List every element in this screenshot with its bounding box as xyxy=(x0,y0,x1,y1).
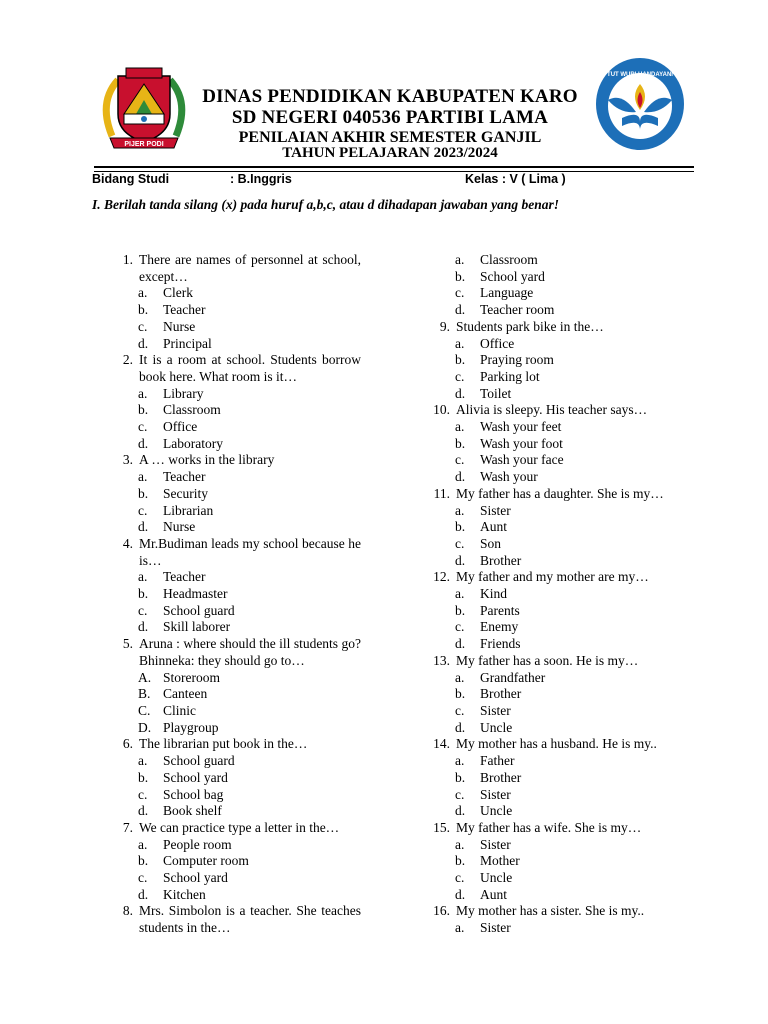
question-text: My father has a wife. She is my… xyxy=(456,819,642,835)
class-label: Kelas : V ( Lima ) xyxy=(465,172,566,186)
answer-option[interactable]: d. Laboratory xyxy=(138,435,223,451)
emblem-ribbon-text: PIJER PODI xyxy=(124,141,164,148)
answer-option[interactable]: a. Kind xyxy=(455,586,507,602)
question-11 xyxy=(428,486,758,570)
subject-value: : B.Inggris xyxy=(230,172,292,186)
question-number: 9. xyxy=(439,318,450,334)
answer-option[interactable]: b. Parents xyxy=(455,602,520,618)
answer-option[interactable]: a. Father xyxy=(455,753,515,769)
question-number: 4. xyxy=(122,535,133,551)
answer-option[interactable]: d. Book shelf xyxy=(138,803,222,819)
answer-option[interactable]: d. Friends xyxy=(455,636,521,652)
question-number: 6. xyxy=(122,736,133,752)
answer-option[interactable]: d. Nurse xyxy=(138,519,196,535)
answer-option[interactable]: a. Teacher xyxy=(138,569,206,585)
answer-option[interactable]: a. School guard xyxy=(138,753,235,769)
school-name: SD NEGERI 040536 PARTIBI LAMA xyxy=(231,107,549,128)
answer-option[interactable]: c. Sister xyxy=(455,786,511,802)
question-text: My mother has a husband. He is my.. xyxy=(456,736,657,752)
question-number: 1. xyxy=(122,252,133,267)
answer-option[interactable]: d. Brother xyxy=(455,552,522,568)
answer-option[interactable]: c. Enemy xyxy=(455,619,519,635)
question-9 xyxy=(428,319,758,403)
question-text: My mother has a sister. She is my.. xyxy=(456,903,645,919)
answer-option[interactable]: a. Library xyxy=(138,385,204,401)
question-6 xyxy=(111,736,441,820)
answer-option[interactable]: b. Praying room xyxy=(455,352,554,368)
answer-option[interactable]: a. Clerk xyxy=(138,285,193,301)
answer-option[interactable]: b. Computer room xyxy=(138,853,249,869)
answer-option[interactable]: A. Storeroom xyxy=(138,669,220,685)
question-text: My father has a daughter. She is my… xyxy=(456,485,664,501)
answer-option[interactable]: b. Teacher xyxy=(138,302,206,318)
answer-option[interactable]: a. Classroom xyxy=(455,252,538,267)
question-number: 3. xyxy=(122,452,133,468)
question-12 xyxy=(428,569,758,653)
exam-title: PENILAIAN AKHIR SEMESTER GANJIL xyxy=(238,129,542,146)
academic-year: TAHUN PELAJARAN 2023/2024 xyxy=(282,145,498,161)
answer-option[interactable]: c. Librarian xyxy=(138,502,214,518)
answer-option[interactable]: d. Principal xyxy=(138,335,212,351)
answer-option[interactable]: c. Office xyxy=(138,419,198,435)
question-text: The librarian put book in the… xyxy=(139,736,308,752)
question-4 xyxy=(111,536,441,636)
question-text: My father and my mother are my… xyxy=(456,569,649,585)
answer-option[interactable]: b. Classroom xyxy=(138,402,221,418)
question-10 xyxy=(428,402,758,486)
answer-option[interactable]: d. Kitchen xyxy=(138,886,206,902)
answer-option[interactable]: b. Wash your foot xyxy=(455,435,563,451)
question-number: 10. xyxy=(433,402,450,418)
question-number: 11. xyxy=(433,485,450,501)
question-number: 7. xyxy=(122,819,133,835)
question-14 xyxy=(428,736,758,820)
question-text: My father has a soon. He is my… xyxy=(456,652,639,668)
answer-option[interactable]: a. Sister xyxy=(455,836,511,852)
subject-label: Bidang Studi xyxy=(92,172,170,186)
answer-option[interactable]: a. People room xyxy=(138,836,232,852)
answer-option[interactable]: a. Sister xyxy=(455,920,511,936)
answer-option[interactable]: b. Headmaster xyxy=(138,586,228,602)
answer-option[interactable]: d. Uncle xyxy=(455,803,513,819)
answer-option[interactable]: b. Mother xyxy=(455,853,520,869)
answer-option[interactable]: d. Uncle xyxy=(455,719,513,735)
question-15 xyxy=(428,820,758,904)
question-text: Students park bike in the… xyxy=(456,318,604,334)
answer-option[interactable]: c. Son xyxy=(455,535,502,551)
answer-option[interactable]: b. School yard xyxy=(455,268,545,284)
answer-option[interactable]: b. Brother xyxy=(455,686,522,702)
answer-option[interactable]: d. Wash your xyxy=(455,469,538,485)
answer-option[interactable]: a. Teacher xyxy=(138,469,206,485)
question-text: We can practice type a letter in the… xyxy=(139,819,340,835)
question-number: 5. xyxy=(122,636,133,652)
answer-option[interactable]: c. Uncle xyxy=(455,870,513,886)
question-13 xyxy=(428,653,758,737)
answer-option[interactable]: B. Canteen xyxy=(138,686,208,702)
answer-option[interactable]: b. Brother xyxy=(455,769,522,785)
question-8-options xyxy=(428,252,758,319)
answer-option[interactable]: d. Skill laborer xyxy=(138,619,231,635)
question-number: 16. xyxy=(433,903,450,919)
question-text: Alivia is sleepy. His teacher says… xyxy=(456,402,648,418)
question-column-left xyxy=(111,252,441,937)
question-column-right xyxy=(428,252,758,937)
answer-option[interactable]: c. Sister xyxy=(455,702,511,718)
answer-option[interactable]: c. School bag xyxy=(138,786,224,802)
question-text: Aruna : where should the ill students go? Bhinneka: they should go to… xyxy=(139,636,361,668)
header-divider-thin xyxy=(94,171,694,172)
answer-option[interactable]: a. Wash your feet xyxy=(455,419,562,435)
answer-option[interactable]: b. School yard xyxy=(138,769,228,785)
question-16 xyxy=(428,903,758,936)
header-divider-thick xyxy=(94,166,694,168)
question-8 xyxy=(111,903,441,936)
question-text: A … works in the library xyxy=(139,452,275,468)
question-number: 8. xyxy=(122,903,133,919)
answer-option[interactable]: b. Aunt xyxy=(455,519,507,535)
instruction-text: I. Berilah tanda silang (x) pada huruf a,b,c, atau d dihadapan jawaban yang benar! xyxy=(92,197,559,212)
answer-option[interactable]: c. Nurse xyxy=(138,318,196,334)
question-7 xyxy=(111,820,441,904)
answer-option[interactable]: a. Sister xyxy=(455,502,511,518)
question-text: It is a room at school. Students borrow book here. What room is it… xyxy=(139,352,361,384)
answer-option[interactable]: c. Language xyxy=(455,285,534,301)
answer-option[interactable]: b. Security xyxy=(138,485,208,501)
answer-option[interactable]: d. Aunt xyxy=(455,886,507,902)
question-text: There are names of personnel at school, except… xyxy=(139,252,361,284)
answer-option[interactable]: d. Toilet xyxy=(455,385,512,401)
answer-option[interactable]: a. Grandfather xyxy=(455,669,546,685)
question-number: 13. xyxy=(433,652,450,668)
answer-option[interactable]: c. Parking lot xyxy=(455,368,540,384)
question-5 xyxy=(111,636,441,736)
question-number: 12. xyxy=(433,569,450,585)
question-number: 15. xyxy=(433,819,450,835)
question-1 xyxy=(111,252,441,352)
answer-option[interactable]: C. Clinic xyxy=(138,702,196,718)
question-3 xyxy=(111,452,441,536)
question-number: 2. xyxy=(122,352,133,368)
answer-option[interactable]: c. Wash your face xyxy=(455,452,564,468)
question-text: Mrs. Simbolon is a teacher. She teaches students in the… xyxy=(139,903,361,936)
question-2 xyxy=(111,352,441,452)
answer-option[interactable]: c. School yard xyxy=(138,870,228,886)
logo-motto-text: TUT WURI HANDAYANI xyxy=(607,72,673,78)
answer-option[interactable]: D. Playgroup xyxy=(138,719,219,735)
office-name: DINAS PENDIDIKAN KABUPATEN KARO xyxy=(202,86,578,107)
answer-option[interactable]: c. School guard xyxy=(138,602,235,618)
question-number: 14. xyxy=(433,736,450,752)
answer-option[interactable]: d. Teacher room xyxy=(455,302,555,318)
question-text: Mr.Budiman leads my school because he is… xyxy=(139,535,361,568)
answer-option[interactable]: a. Office xyxy=(455,335,515,351)
